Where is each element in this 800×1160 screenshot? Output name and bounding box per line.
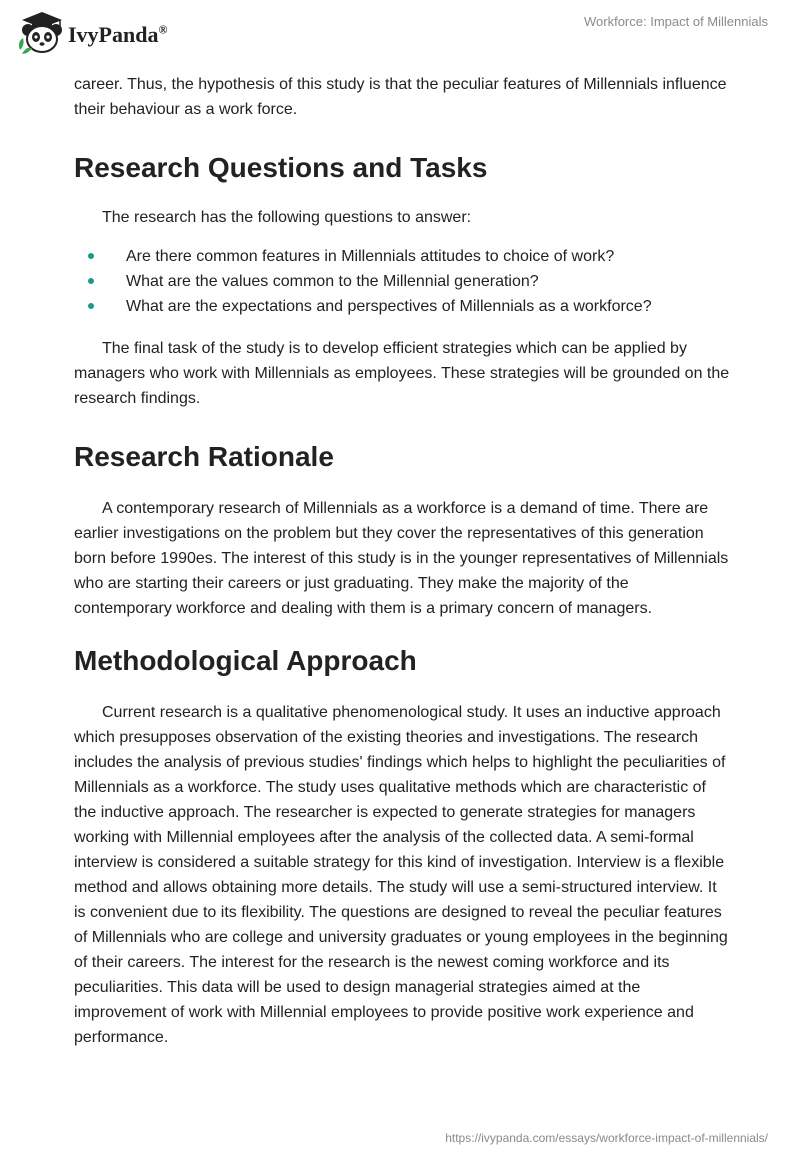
research-questions-list [74,244,730,319]
final-task-paragraph: The final task of the study is to develop efficient strategies which can be applied by managers who work with Millennials as employees. These strategies will be grounded on the research findings. [74,340,730,407]
list-item: What are the values common to the Millennial generation? [74,269,730,294]
methodology-paragraph: Current research is a qualitative phenomenological study. It uses an inductive approach which presupposes observation of the existing theories and investigations. The research includes the analysis of previous studies' findings which helps to highlight the peculiarities of Millennials as a workforce. The study uses qualitative methods which are characteristic of the inductive approach. The researcher is expected to generate strategies for managers working with Millennial employees after the analysis of the collected data. A semi-formal interview is considered a suitable strategy for this kind of investigation. Interview is a flexible method and allows obtaining more details. The study will use a semi-structured interview. It is convenient due to its flexibility. The questions are designed to reveal the peculiar features of Millennials who are college and university graduates or young employees in the beginning of their careers. The interest for the research is the newest coming workforce and its peculiarities. This data will be used to design managerial strategies aimed at the improvement of work with Millennial employees to provide positive work experience and performance. [74,704,728,1046]
bullet-icon [88,303,94,309]
bullet-icon [88,278,94,284]
panda-graduate-logo-icon [14,10,66,56]
article-body [74,72,730,1050]
bullet-icon [88,253,94,259]
list-item: Are there common features in Millennials attitudes to choice of work? [74,244,730,269]
brand-logo[interactable] [14,10,167,56]
source-url[interactable]: https://ivypanda.com/essays/workforce-impact-of-millennials/ [445,1131,768,1145]
rationale-paragraph: A contemporary research of Millennials as a workforce is a demand of time. There are earlier investigations on the problem but they cover the representatives of this generation born before 1990es. The interest of this study is in the younger representatives of Millennials who are starting their careers or just graduating. They make the majority of the contemporary workforce and dealing with them is a primary concern of managers. [74,500,729,617]
document-title: Workforce: Impact of Millennials [584,14,768,29]
intro-paragraph: career. Thus, the hypothesis of this study is that the peculiar features of Millennials influence their behaviour as a work force. [74,76,727,118]
list-item: What are the expectations and perspectives of Millennials as a workforce? [74,294,730,319]
heading-methodological-approach: Methodological Approach [74,645,417,676]
brand-name: IvyPanda® [68,22,168,47]
heading-research-questions: Research Questions and Tasks [74,152,488,183]
page-header [0,0,800,70]
questions-lead-paragraph: The research has the following questions to answer: [102,209,472,226]
heading-research-rationale: Research Rationale [74,441,334,472]
